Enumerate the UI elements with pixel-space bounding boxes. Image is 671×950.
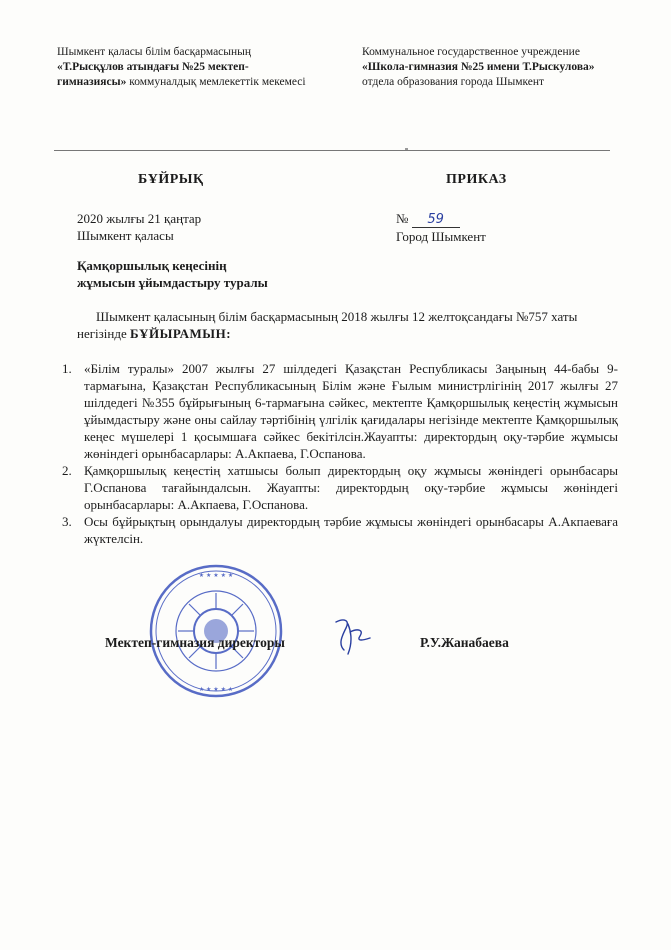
item-number: 3.: [62, 514, 72, 529]
title-ru: ПРИКАЗ: [446, 172, 507, 187]
order-subject: [77, 257, 337, 291]
intro-text: Шымкент қаласының білім басқармасының 2018 жылғы 12 желтоқсандағы №757 хаты негізінде: [77, 309, 578, 341]
order-items: [62, 360, 618, 547]
order-date: 2020 жылғы 21 қаңтар: [77, 211, 202, 226]
city-ru: Город Шымкент: [396, 229, 486, 244]
signatory-name: Р.У.Жанабаева: [420, 635, 509, 650]
header-ru-school-name: «Школа-гимназия №25 имени Т.Рыскулова»: [362, 61, 595, 73]
item-text: Осы бұйрықтың орындалуы директордың тәрбие жұмысы жөніндегі орынбасары А.Акпаеваға жүктелсін.: [84, 514, 618, 546]
number-prefix: №: [396, 211, 409, 226]
intro-paragraph: [77, 308, 617, 342]
item-number: 2.: [62, 463, 72, 478]
header-ru-line1: Коммунальное государственное учреждение: [362, 46, 580, 58]
item-number: 1.: [62, 361, 72, 376]
subject-line1: Қамқоршылық кеңесінің: [77, 258, 227, 273]
order-word: БҰЙЫРАМЫН:: [130, 326, 232, 341]
item-text: «Білім туралы» 2007 жылғы 27 шілдедегі Қазақстан Республикасы Заңының 44-бабы 9-тармағына, Қазақстан Республикасының Білім және Ғылым министрлігінің 2017 жылғы 27 шілдедегі №355 бұйрығының 6-тармағына сәйкес, мектепте Қамқоршылық кеңестің жұмысын ұйымдастыру және оны сайлау тәртібінің үлгілік қағидалары негізінде мектепте Қамқоршылық кеңес мүшелері 1 қосымшаға сәйкес бекітілсін.Жауапты: директордың оқу-тәрбие жұмысы жөніндегі орынбасарлары: А.Акпаева, Г.Оспанова.: [84, 361, 618, 461]
header-ru: [362, 45, 602, 90]
order-item: [62, 462, 618, 513]
official-stamp: [148, 563, 284, 699]
header-divider: [54, 150, 610, 151]
order-item: [62, 513, 618, 547]
city-kz: Шымкент қаласы: [77, 228, 174, 243]
order-number: 59: [412, 213, 460, 228]
item-text: Қамқоршылық кеңестің хатшысы болып директордың оқу жұмысы жөніндегі орынбасары Г.Оспанова тағайындалсын. Жауапты: директордың оқу-тәрбие жұмысы жөніндегі орынбасарлары: А.Акпаева, Г.Оспанова.: [84, 463, 618, 512]
header-kz-line1: Шымкент қаласы білім басқармасының: [57, 46, 252, 58]
svg-text:★ ★ ★ ★ ★: ★ ★ ★ ★ ★: [198, 686, 234, 693]
header-kz-type: коммуналдық мемлекеттік мекемесі: [126, 76, 306, 88]
header-ru-department: отдела образования города Шымкент: [362, 76, 545, 88]
header-kz: [57, 45, 307, 90]
number-block: [396, 210, 486, 245]
signatory-position: Мектеп-гимназия директоры: [105, 635, 285, 650]
header-kz-school-name: «Т.Рысқұлов атындағы №25 мектеп-гимназиясы»: [57, 61, 249, 88]
svg-text:★ ★ ★ ★ ★: ★ ★ ★ ★ ★: [198, 572, 234, 579]
order-item: [62, 360, 618, 462]
scan-mark: [405, 148, 408, 150]
subject-line2: жұмысын ұйымдастыру туралы: [77, 275, 268, 290]
date-block: [77, 210, 201, 244]
title-kz: БҰЙРЫҚ: [138, 172, 204, 187]
handwritten-signature: [330, 614, 376, 658]
